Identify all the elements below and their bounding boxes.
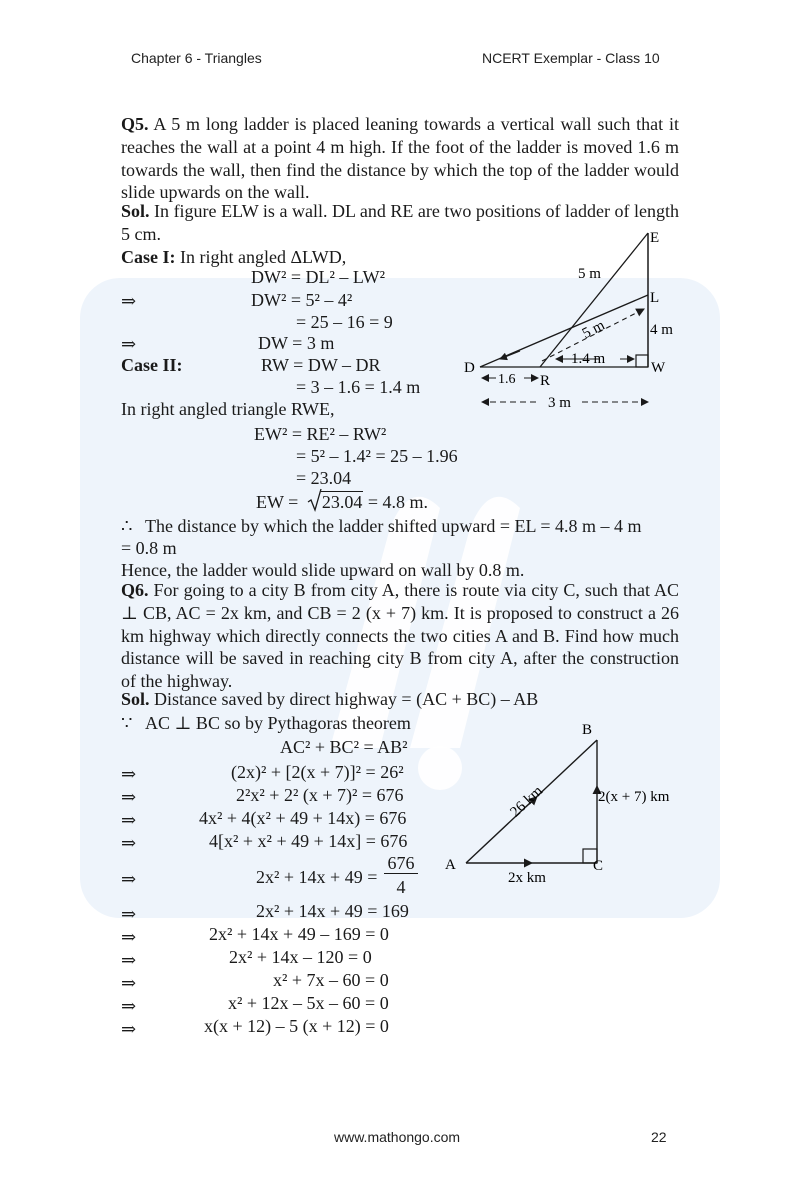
label-a: A (445, 857, 456, 873)
implies-5: ⇒ (121, 810, 137, 830)
header-book: NCERT Exemplar - Class 10 (482, 50, 660, 66)
case1-line1: DW² = DL² – LW² (251, 267, 385, 287)
case1-line3: = 25 – 16 = 9 (296, 312, 393, 332)
implies-12: ⇒ (121, 996, 137, 1016)
case2-label (121, 354, 183, 376)
q6-question (121, 579, 679, 693)
sqrt-value: 23.04 (321, 492, 363, 512)
label-c: C (593, 858, 604, 874)
ew-result: = 4.8 m. (367, 492, 428, 512)
case2-intro: In right angled triangle RWE, (121, 399, 335, 419)
q5-conclusion-line3: Hence, the ladder would slide upward on wall by 0.8 m. (121, 560, 525, 580)
case1-line2: DW² = 5² – 4² (251, 290, 353, 310)
footer-url: www.mathongo.com (334, 1129, 461, 1145)
case2-line6 (256, 491, 428, 513)
q5-text: A 5 m long ladder is placed leaning towards a vertical wall such that it reaches the wall at a point 4 m high. If the foot of the ladder is moved 1.6 m towards the wall, then find the distance by which the top of the ladder would slide upwards on the wall. (121, 114, 679, 203)
therefore-symbol: ∴ (121, 516, 133, 536)
sqrt-icon (307, 488, 323, 512)
q5-sol-text: In figure ELW is a wall. DL and RE are two positions of ladder of length 5 cm. (121, 201, 679, 244)
step-1: (2x)² + [2(x + 7)]² = 26² (231, 762, 404, 782)
q6-text: For going to a city B from city A, there is route via city C, such that AC ⊥ CB, AC = 2x km, and CB = 2 (x + 7) km. It is proposed to construct a 26 km highway which directly connects the two cities A and B. Find how much distance will be saved in reaching city B from city A, after the construction of the highway. (121, 580, 679, 692)
q5-label: Q5. (121, 114, 149, 134)
implies-4: ⇒ (121, 787, 137, 807)
q6-sol-text: Distance saved by direct highway = (AC + BC) – AB (149, 689, 539, 709)
label-dr: 1.6 (498, 372, 516, 387)
ladder-dl (480, 295, 648, 367)
label-d: D (464, 360, 475, 376)
label-ab: 26 km (507, 782, 547, 821)
triangle-figure (440, 718, 680, 888)
q6-pythagoras: AC ⊥ BC so by Pythagoras theorem (145, 713, 411, 733)
step-11: x(x + 12) – 5 (x + 12) = 0 (204, 1016, 389, 1036)
case2-label-text: Case II: (121, 355, 183, 375)
step-8: 2x² + 14x – 120 = 0 (229, 947, 372, 967)
right-angle-mark (636, 355, 648, 367)
q6-solution (121, 688, 538, 710)
step-7: 2x² + 14x + 49 – 169 = 0 (209, 924, 389, 944)
implies-9: ⇒ (121, 927, 137, 947)
label-ladder-5m: 5 m (578, 266, 601, 282)
fraction-denominator: 4 (396, 877, 406, 897)
implies-11: ⇒ (121, 973, 137, 993)
footer-page-number: 22 (651, 1129, 667, 1145)
step-10: x² + 12x – 5x – 60 = 0 (228, 993, 389, 1013)
step-5: 2x² + 14x + 49 = (256, 867, 378, 887)
label-bc: 2(x + 7) km (598, 789, 670, 805)
fraction-numerator: 676 (384, 853, 418, 874)
implies-6: ⇒ (121, 833, 137, 853)
q5-question (121, 113, 679, 204)
case1-heading (121, 246, 346, 268)
case2-line4: = 5² – 1.4² = 25 – 1.96 (296, 446, 458, 466)
case1-line4: DW = 3 m (258, 333, 335, 353)
q5-conclusion-line1: The distance by which the ladder shifted upward = EL = 4.8 m – 4 m (145, 516, 642, 536)
case2-line1: RW = DW – DR (261, 355, 381, 375)
label-b: B (582, 722, 593, 738)
step-5-fraction (384, 853, 418, 900)
step-0: AC² + BC² = AB² (280, 737, 408, 757)
because-symbol: ∵ (121, 713, 133, 733)
case2-line5: = 23.04 (296, 468, 352, 488)
implies-7: ⇒ (121, 869, 137, 889)
q5-sol-label: Sol. (121, 201, 150, 221)
header-chapter: Chapter 6 - Triangles (131, 50, 262, 66)
label-l: L (650, 290, 660, 306)
step-4: 4[x² + x² + 49 + 14x] = 676 (209, 831, 408, 851)
label-r: R (540, 373, 551, 389)
case1-text: In right angled ΔLWD, (175, 247, 347, 267)
label-rw: 1.4 m (571, 351, 606, 367)
implies-13: ⇒ (121, 1019, 137, 1039)
label-dashed-5m: 5 m (579, 317, 608, 343)
step-3: 4x² + 4(x² + 49 + 14x) = 676 (199, 808, 407, 828)
label-dw: 3 m (548, 395, 571, 410)
q6-label: Q6. (121, 580, 149, 600)
label-ac: 2x km (508, 870, 546, 886)
label-w: W (651, 360, 666, 376)
step-2: 2²x² + 2² (x + 7)² = 676 (236, 785, 404, 805)
implies-2: ⇒ (121, 334, 137, 354)
q5-conclusion-line2: = 0.8 m (121, 538, 177, 558)
ew-label: EW = (256, 492, 299, 512)
q6-sol-label: Sol. (121, 689, 150, 709)
implies-1: ⇒ (121, 291, 137, 311)
sqrt-expression (307, 491, 364, 513)
ladder-re (540, 233, 648, 367)
implies-8: ⇒ (121, 904, 137, 924)
case2-line2: = 3 – 1.6 = 1.4 m (296, 377, 421, 397)
case2-line3: EW² = RE² – RW² (254, 424, 387, 444)
ladder-arrow (500, 351, 520, 359)
implies-10: ⇒ (121, 950, 137, 970)
ladder-figure (460, 225, 680, 410)
case1-label: Case I: (121, 247, 176, 267)
implies-3: ⇒ (121, 764, 137, 784)
label-e: E (650, 230, 660, 246)
label-height-4m: 4 m (650, 322, 673, 338)
step-6: 2x² + 14x + 49 = 169 (256, 901, 409, 921)
step-9: x² + 7x – 60 = 0 (273, 970, 389, 990)
